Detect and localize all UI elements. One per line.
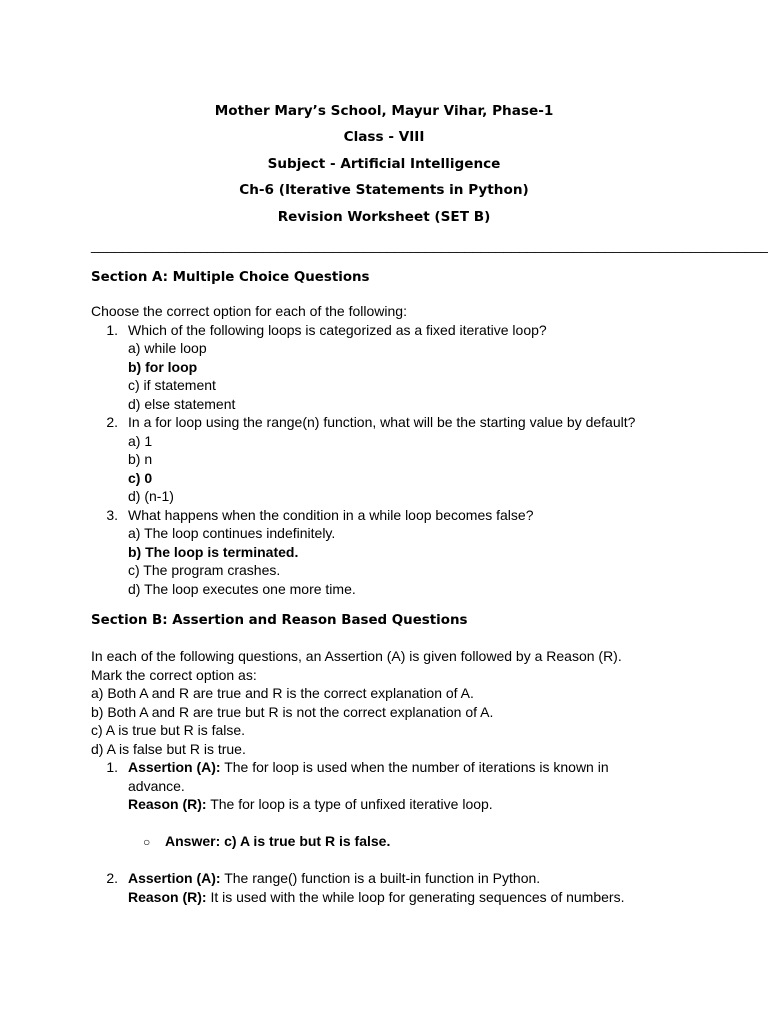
option-a3-b-correct: b) The loop is terminated.	[128, 543, 299, 560]
answer-b1	[91, 832, 691, 851]
assertion-continuation: advance.	[128, 777, 185, 794]
reason-text: It is used with the while loop for generating sequences of numbers.	[206, 888, 625, 905]
question-a2	[91, 413, 691, 432]
question-text: In a for loop using the range(n) function, what will be the starting value by default?	[128, 414, 636, 430]
assertion-text: The for loop is used when the number of iterations is known in	[220, 759, 609, 775]
option-a1-d: d) else statement	[128, 395, 236, 412]
option-a2-d: d) (n-1)	[128, 488, 174, 504]
question-a3	[91, 506, 691, 525]
question-a1	[91, 321, 691, 340]
option-a1-c: c) if statement	[128, 377, 216, 393]
choice-a: a) Both A and R are true and R is the correct explanation of A.	[91, 685, 474, 701]
section-a-title: Section A: Multiple Choice Questions	[91, 270, 370, 285]
question-b2-assertion	[91, 869, 691, 888]
section-a-instruction: Choose the correct option for each of the following:	[91, 303, 407, 319]
question-number: 2.	[106, 870, 118, 886]
section-b-title: Section B: Assertion and Reason Based Questions	[91, 613, 468, 628]
assertion-label: Assertion (A):	[128, 870, 221, 886]
circle-bullet-icon: ○	[143, 835, 151, 849]
class-line: Class - VIII	[343, 129, 425, 146]
question-text: Which of the following loops is categorized as a fixed iterative loop?	[128, 321, 547, 338]
question-b1-assertion	[91, 758, 691, 777]
option-a2-b: b) n	[128, 451, 153, 467]
question-b2-reason	[91, 888, 691, 907]
worksheet-title: Revision Worksheet (SET B)	[277, 208, 491, 225]
choice-c: c) A is true but R is false.	[91, 722, 246, 738]
section-b-intro: In each of the following questions, an Assertion (A) is given followed by a Reason (R).	[91, 648, 622, 664]
option-a1-a: a) while loop	[128, 340, 207, 356]
option-a3-a: a) The loop continues indefinitely.	[128, 525, 336, 541]
section-a-body	[91, 302, 691, 598]
question-number: 3.	[106, 506, 118, 523]
reason-text: The for loop is a type of unfixed iterative loop.	[206, 796, 493, 812]
assertion-text: The range() function is a built-in function in Python.	[220, 870, 541, 886]
question-number: 1.	[106, 759, 118, 775]
option-a3-d: d) The loop executes one more time.	[128, 580, 356, 597]
question-b1-reason	[91, 795, 691, 814]
question-number: 1.	[106, 321, 118, 338]
section-b-body	[91, 647, 691, 906]
answer-text: Answer: c) A is true but R is false.	[165, 833, 391, 849]
question-text: What happens when the condition in a while loop becomes false?	[128, 506, 534, 523]
choice-d: d) A is false but R is true.	[91, 740, 246, 757]
assertion-label: Assertion (A):	[128, 759, 221, 775]
option-a2-a: a) 1	[128, 432, 153, 449]
section-b-instruction: Mark the correct option as:	[91, 666, 257, 683]
worksheet-header	[0, 98, 768, 230]
reason-label: Reason (R):	[128, 888, 207, 905]
reason-label: Reason (R):	[128, 796, 207, 812]
choice-b: b) Both A and R are true but R is not the correct explanation of A.	[91, 703, 494, 720]
option-a3-c: c) The program crashes.	[128, 562, 281, 578]
subject-line: Subject - Artificial Intelligence	[267, 155, 501, 172]
chapter-line: Ch-6 (Iterative Statements in Python)	[239, 182, 529, 199]
question-number: 2.	[106, 414, 118, 430]
divider-rule: _______________________________________________________________________________________	[91, 237, 768, 253]
school-name: Mother Mary’s School, Mayur Vihar, Phase-1	[214, 103, 554, 119]
option-a1-b-correct: b) for loop	[128, 358, 198, 375]
option-a2-c-correct: c) 0	[128, 469, 153, 486]
